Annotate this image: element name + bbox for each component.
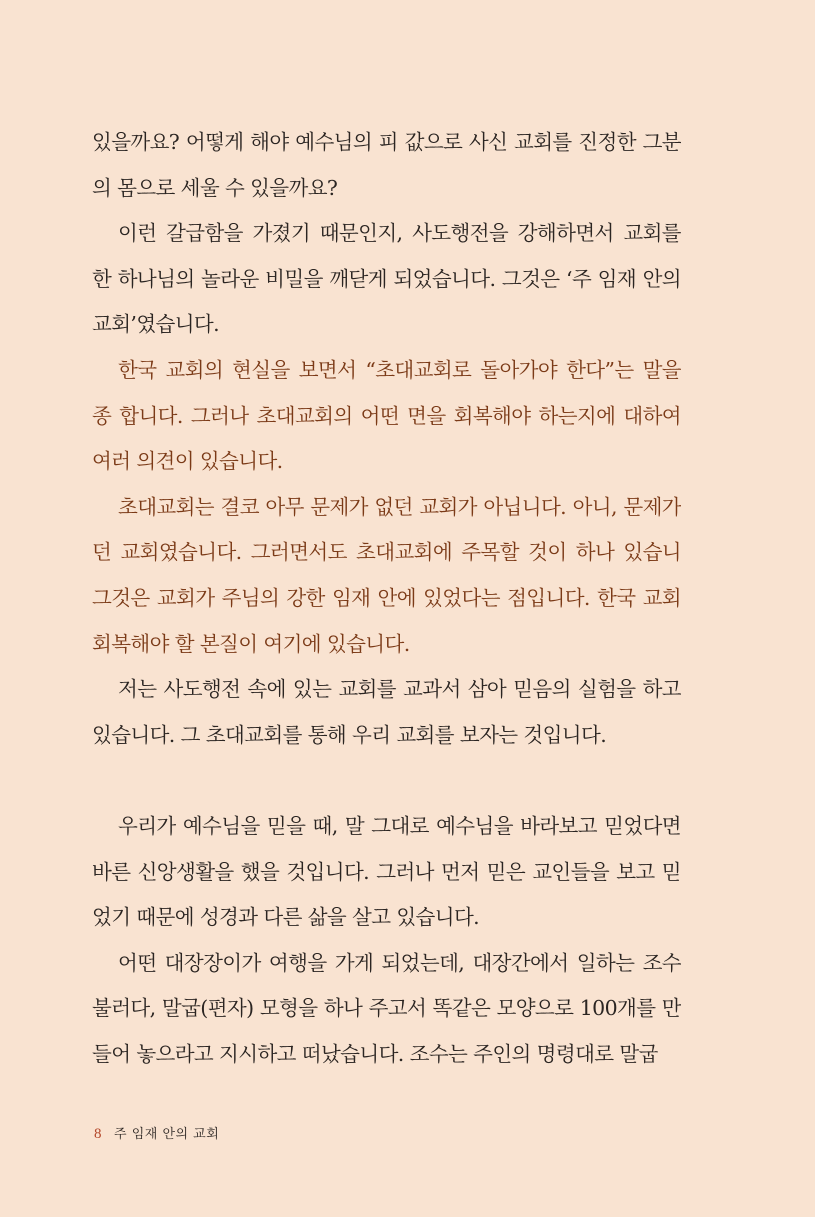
page-footer (94, 1123, 219, 1143)
text-line: 종 합니다. 그러나 초대교회의 어떤 면을 회복해야 하는지에 대하여 (92, 403, 681, 428)
text-line: 초대교회는 결코 아무 문제가 없던 교회가 아닙니다. 아니, 문제가 (118, 494, 681, 519)
paragraph (92, 941, 681, 1078)
text-line: 었기 때문에 성경과 다른 삶을 살고 있습니다. (92, 905, 480, 930)
text-line: 이런 갈급함을 가졌기 때문인지, 사도행전을 강해하면서 교회를 (118, 221, 681, 246)
text-line: 교회’였습니다. (92, 312, 220, 337)
text-line: 회복해야 할 본질이 여기에 있습니다. (92, 631, 410, 656)
text-line: 우리가 예수님을 믿을 때, 말 그대로 예수님을 바라보고 믿었다면 (118, 813, 681, 838)
text-line: 불러다, 말굽(편자) 모형을 하나 주고서 똑같은 모양으로 100개를 만 (92, 996, 681, 1021)
text-line: 여러 의견이 있습니다. (92, 449, 283, 474)
body-text (92, 120, 681, 1077)
text-line: 한국 교회의 현실을 보면서 “초대교회로 돌아가야 한다”는 말을 (118, 357, 681, 382)
text-line: 한 하나님의 놀라운 비밀을 깨닫게 되었습니다. 그것은 ‘주 임재 안의 (92, 266, 681, 291)
text-line: 어떤 대장장이가 여행을 가게 되었는데, 대장간에서 일하는 조수 (118, 950, 681, 975)
paragraph (92, 804, 681, 941)
text-line: 들어 놓으라고 지시하고 떠났습니다. 조수는 주인의 명령대로 말굽 (92, 1041, 658, 1066)
text-line: 던 교회였습니다. 그러면서도 초대교회에 주목할 것이 하나 있습니 (92, 540, 681, 565)
text-line: 있을까요? 어떻게 해야 예수님의 피 값으로 사신 교회를 진정한 그분 (92, 130, 681, 154)
paragraph (92, 667, 681, 758)
paragraph (92, 120, 681, 211)
running-title: 주 임재 안의 교회 (114, 1127, 220, 1142)
text-line: 의 몸으로 세울 수 있을까요? (92, 175, 338, 200)
paragraph-gap (92, 758, 681, 804)
text-line: 저는 사도행전 속에 있는 교회를 교과서 삼아 믿음의 실험을 하고 (118, 677, 681, 702)
text-line: 그것은 교회가 주님의 강한 임재 안에 있었다는 점입니다. 한국 교회 (92, 585, 681, 610)
text-line: 있습니다. 그 초대교회를 통해 우리 교회를 보자는 것입니다. (92, 722, 607, 747)
text-line: 바른 신앙생활을 했을 것입니다. 그러나 먼저 믿은 교인들을 보고 믿 (92, 859, 681, 884)
paragraph (92, 348, 681, 485)
paragraph (92, 211, 681, 348)
page-number: 8 (94, 1126, 102, 1142)
paragraph (92, 485, 681, 667)
